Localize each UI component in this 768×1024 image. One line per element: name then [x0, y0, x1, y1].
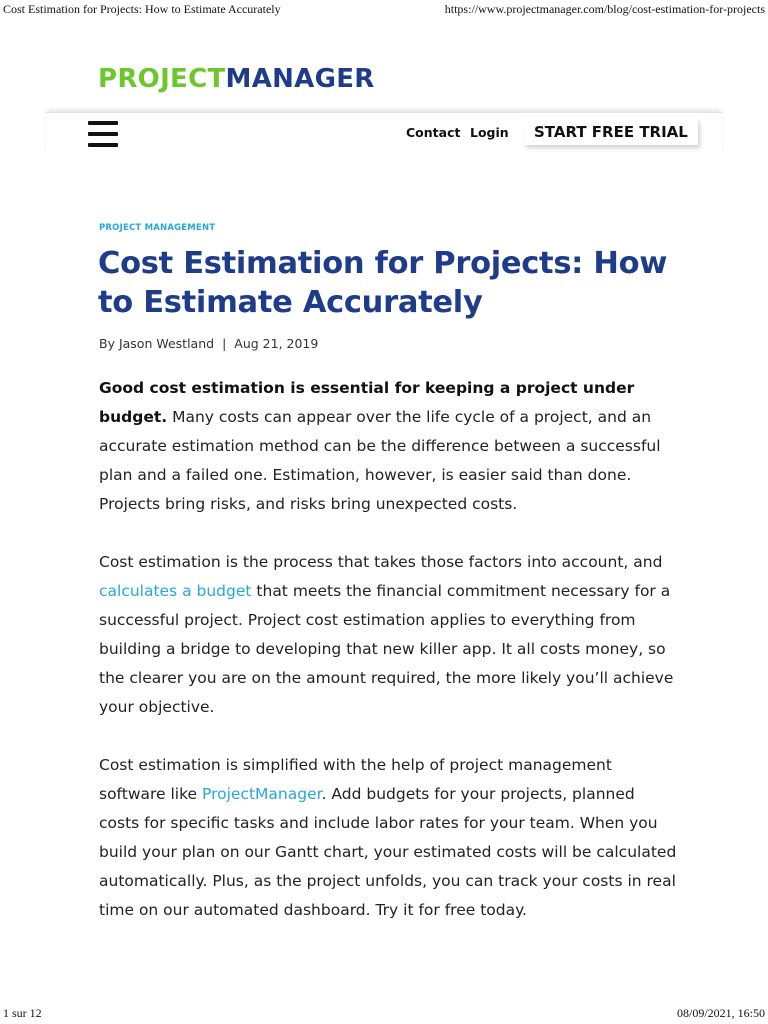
category-link[interactable]: PROJECT MANAGEMENT: [99, 223, 216, 233]
publish-date: Aug 21, 2019: [234, 336, 319, 351]
logo-part-manager: MANAGER: [225, 64, 375, 94]
page-number: 1 sur 12: [3, 1006, 42, 1020]
paragraph-2-text-a: Cost estimation is the process that takes those factors into account, and: [99, 553, 663, 571]
intro-bold: Good cost estimation is essential for keeping a project under budget.: [99, 379, 635, 426]
byline: [99, 336, 318, 351]
print-header: [0, 0, 768, 20]
hamburger-line: [88, 132, 118, 136]
author: By Jason Westland: [99, 336, 215, 351]
paragraph-2-text-b: that meets the financial commitment necessary for a successful project. Project cost estimation applies to everything from building a bridge to developing that new killer app. It all costs money, so the clearer you are on the amount required, the more likely you’ll achieve your objective.: [99, 582, 674, 716]
hamburger-line: [88, 121, 118, 125]
projectmanager-link[interactable]: ProjectManager: [202, 785, 322, 803]
article-title: Cost Estimation for Projects: How to Estimate Accurately: [98, 246, 668, 320]
hamburger-line: [88, 143, 118, 147]
print-header-title: Cost Estimation for Projects: How to Estimate Accurately: [3, 2, 281, 16]
paragraph-3-text-a: Cost estimation is simplified with the help of project management software like: [99, 756, 612, 803]
paragraph-1: [99, 374, 679, 519]
article-body: [99, 374, 679, 954]
login-link[interactable]: Login: [470, 125, 509, 140]
paragraph-3: [99, 751, 679, 925]
paragraph-3-text-b: . Add budgets for your projects, planned costs for specific tasks and include labor rates for your team. When you build your plan on our Gantt chart, your estimated costs will be calculated automatically. Plus, as the project unfolds, you can track your costs in real time on our automated dashboard. Try it for free today.: [99, 785, 677, 919]
print-footer: [0, 1004, 768, 1024]
paragraph-1-text: Many costs can appear over the life cycle of a project, and an accurate estimation method can be the difference between a successful plan and a failed one. Estimation, however, is easier said than done. Projects bring risks, and risks bring unexpected costs.: [99, 408, 661, 513]
contact-link[interactable]: Contact: [406, 125, 461, 140]
start-free-trial-button[interactable]: START FREE TRIAL: [524, 119, 698, 145]
calculates-budget-link[interactable]: calculates a budget: [99, 582, 252, 600]
hamburger-menu-icon[interactable]: [88, 121, 118, 147]
projectmanager-logo[interactable]: [98, 64, 375, 96]
paragraph-2: [99, 548, 679, 722]
print-header-url: https://www.projectmanager.com/blog/cost-estimation-for-projects: [444, 2, 765, 16]
nav-bar: [46, 112, 722, 156]
logo-part-project: PROJECT: [98, 64, 226, 94]
byline-separator: |: [222, 336, 227, 351]
print-datetime: 08/09/2021, 16:50: [676, 1006, 765, 1020]
